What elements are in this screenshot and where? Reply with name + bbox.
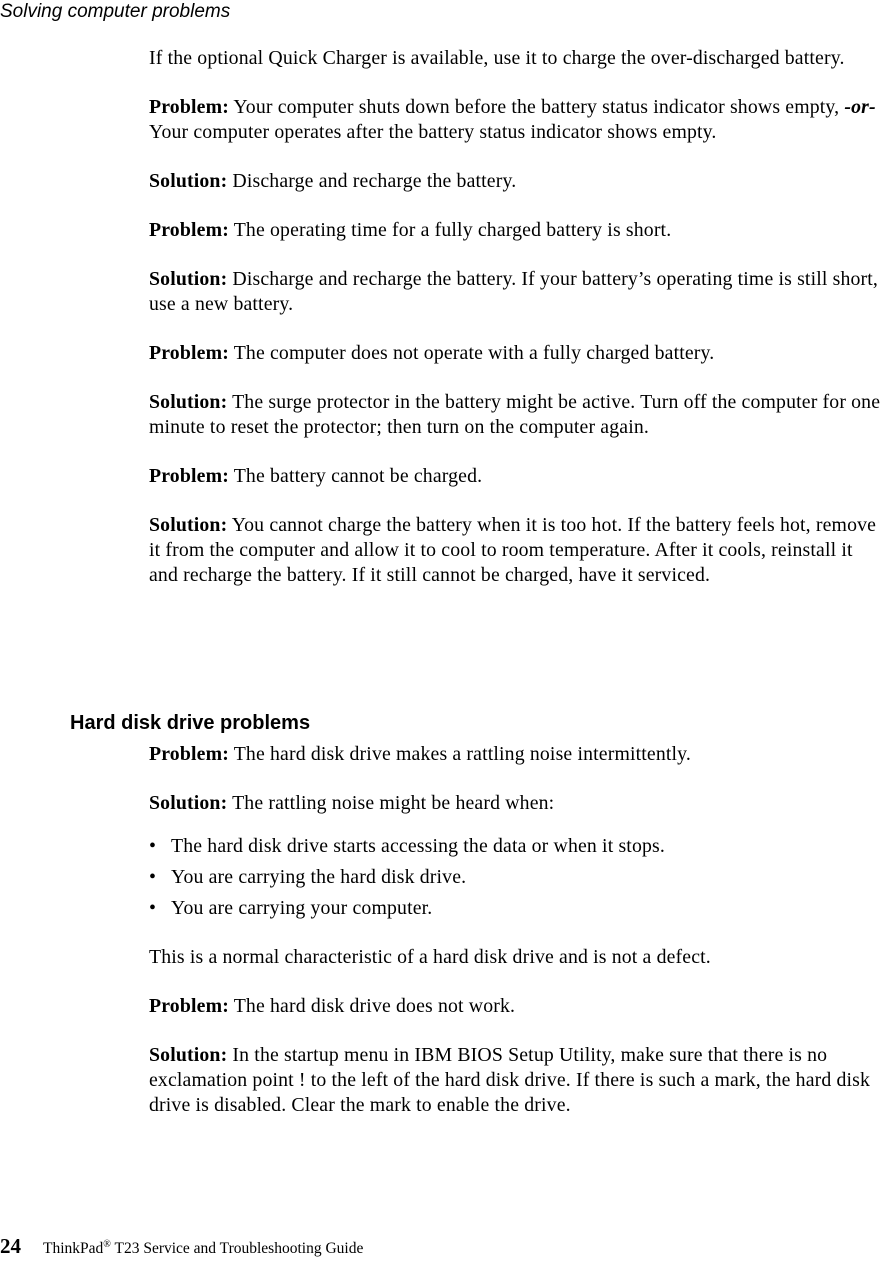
battery-problems-content xyxy=(149,46,886,612)
bullet-icon: • xyxy=(149,897,157,919)
solution-label: Solution: xyxy=(149,391,228,413)
section-heading-hard-disk: Hard disk drive problems xyxy=(70,712,311,734)
solution-entry xyxy=(149,791,886,816)
solution-text: You cannot charge the battery when it is too hot. If the battery feels hot, remove it from the computer and allow it to cool to room temperature. After it cools, reinstall it and recharge the battery. If it still cannot be charged, have it serviced. xyxy=(149,514,877,586)
hard-disk-problems-content xyxy=(149,742,886,1142)
book-title xyxy=(43,1240,363,1257)
solution-label: Solution: xyxy=(149,170,228,192)
solution-entry xyxy=(149,390,886,440)
solution-label: Solution: xyxy=(149,792,228,814)
list-item xyxy=(149,834,886,859)
quick-charger-intro: If the optional Quick Charger is available, use it to charge the over-discharged battery. xyxy=(149,47,845,69)
list-item xyxy=(149,896,886,921)
book-title-brand: ThinkPad xyxy=(43,1240,104,1257)
problem-entry xyxy=(149,742,886,767)
problem-entry xyxy=(149,95,886,145)
list-item-text: You are carrying the hard disk drive. xyxy=(171,866,467,888)
registered-mark: ® xyxy=(103,1239,111,1250)
problem-text: The hard disk drive does not work. xyxy=(233,995,516,1017)
problem-label: Problem: xyxy=(149,465,229,487)
bullet-icon: • xyxy=(149,835,157,857)
solution-text: Discharge and recharge the battery. xyxy=(232,170,517,192)
bullet-icon: • xyxy=(149,866,157,888)
problem-entry xyxy=(149,464,886,489)
solution-entry xyxy=(149,267,886,317)
problem-entry xyxy=(149,218,886,243)
problem-label: Problem: xyxy=(149,342,229,364)
list-item-text: The hard disk drive starts accessing the data or when it stops. xyxy=(171,835,665,857)
solution-entry xyxy=(149,169,886,194)
problem-text: The computer does not operate with a fully charged battery. xyxy=(233,342,715,364)
problem-label: Problem: xyxy=(149,219,229,241)
problem-text: The battery cannot be charged. xyxy=(233,465,483,487)
page-footer xyxy=(0,1233,363,1257)
page-number: 24 xyxy=(0,1234,21,1258)
running-head: Solving computer problems xyxy=(0,1,231,22)
solution-entry xyxy=(149,1043,886,1118)
solution-label: Solution: xyxy=(149,1044,228,1066)
solution-label: Solution: xyxy=(149,268,228,290)
list-item xyxy=(149,865,886,890)
solution-text: In the startup menu in IBM BIOS Setup Utility, make sure that there is no exclamation point ! to the left of the hard disk drive. If there is such a mark, the hard disk drive is disabled. Clear the mark to enable the drive. xyxy=(149,1044,871,1116)
problem-label: Problem: xyxy=(149,995,229,1017)
problem-entry xyxy=(149,994,886,1019)
problem-text-alt: Your computer operates after the battery status indicator shows empty. xyxy=(149,121,717,143)
list-item-text: You are carrying your computer. xyxy=(171,897,433,919)
bullet-list xyxy=(149,834,886,921)
normal-characteristic-note: This is a normal characteristic of a hard disk drive and is not a defect. xyxy=(149,946,711,968)
problem-text: Your computer shuts down before the battery status indicator shows empty, xyxy=(233,96,840,118)
solution-text: The surge protector in the battery might be active. Turn off the computer for one minute to reset the protector; then turn on the computer again. xyxy=(149,391,881,438)
solution-label: Solution: xyxy=(149,514,228,536)
book-title-rest: T23 Service and Troubleshooting Guide xyxy=(110,1240,364,1257)
solution-text: The rattling noise might be heard when: xyxy=(232,792,555,814)
problem-entry xyxy=(149,341,886,366)
problem-label: Problem: xyxy=(149,743,229,765)
problem-label: Problem: xyxy=(149,96,229,118)
solution-entry xyxy=(149,513,886,588)
solution-text: Discharge and recharge the battery. If your battery’s operating time is still short, use a new battery. xyxy=(149,268,879,315)
problem-text: The operating time for a fully charged battery is short. xyxy=(233,219,672,241)
or-separator: -or- xyxy=(844,96,876,118)
problem-text: The hard disk drive makes a rattling noise intermittently. xyxy=(233,743,692,765)
